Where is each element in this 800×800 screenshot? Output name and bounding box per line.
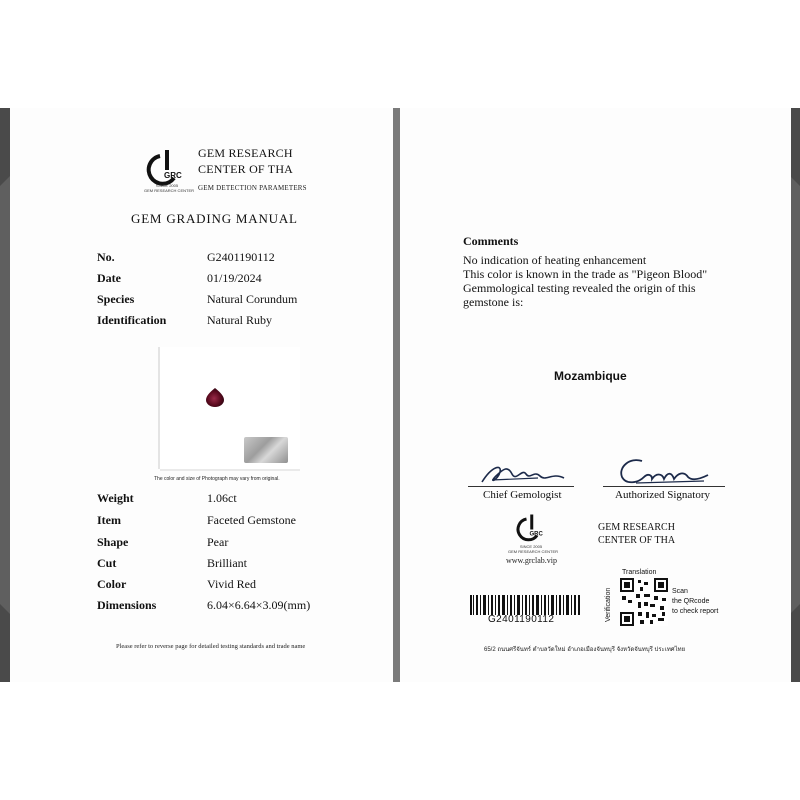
detail-value-shape: Pear: [207, 535, 229, 549]
authorized-signature-line: [603, 486, 725, 487]
ruby-gem-icon: [205, 387, 225, 407]
hologram-seal-icon: [244, 437, 288, 463]
website-link[interactable]: www.grclab.vip: [506, 556, 558, 565]
footer-note: Please refer to reverse page for detailed testing standards and trade name: [116, 643, 306, 650]
qr-code-icon[interactable]: [620, 578, 668, 626]
field-value-number: G2401190112: [207, 250, 275, 264]
detail-label-item: Item: [97, 513, 121, 527]
lab-name-small-line2: CENTER OF THA: [598, 535, 676, 546]
lab-address: 65/2 ถนนศรีจันทร์ ตำบลวัดใหม่ อำเภอเมืองจันทบุรี จังหวัดจันทบุรี ประเทศไทย: [484, 647, 686, 653]
qr-scan-line3: to check report: [672, 608, 719, 615]
detail-label-cut: Cut: [97, 556, 117, 570]
logo-small-center-name: GEM RESEARCH CENTER: [508, 549, 559, 554]
logo-text: GRC: [164, 171, 182, 180]
field-label-number: No.: [97, 250, 115, 264]
barcode-number: G2401190112: [488, 614, 555, 625]
folder-spine: [393, 108, 400, 682]
field-value-species: Natural Corundum: [207, 292, 298, 306]
report-right-page: [400, 108, 791, 682]
verification-label: Verification: [605, 587, 612, 622]
field-label-identification: Identification: [97, 313, 167, 327]
logo-small-text: GRC: [529, 531, 543, 538]
comments-title: Comments: [463, 234, 519, 248]
lab-name-small-line1: GEM RESEARCH: [598, 522, 675, 533]
comment-line-1: No indication of heating enhancement: [463, 253, 647, 267]
field-label-species: Species: [97, 292, 135, 306]
gem-photo: [160, 347, 300, 469]
field-value-date: 01/19/2024: [207, 271, 262, 285]
lab-name-line2: CENTER OF THA: [198, 162, 294, 176]
chief-signature-icon: [478, 458, 568, 493]
detail-label-color: Color: [97, 577, 127, 591]
detail-value-item: Faceted Gemstone: [207, 513, 296, 527]
detail-value-weight: 1.06ct: [207, 491, 237, 505]
origin-value: Mozambique: [554, 369, 627, 383]
detail-value-cut: Brilliant: [207, 556, 247, 570]
authorized-signatory-label: Authorized Signatory: [615, 489, 711, 501]
lab-name-line1: GEM RESEARCH: [198, 146, 293, 160]
field-value-identification: Natural Ruby: [207, 313, 272, 327]
barcode-icon: [470, 595, 580, 615]
logo-small-since: SINCE 2005: [519, 544, 543, 549]
comment-line-4: gemstone is:: [463, 295, 524, 309]
detail-label-weight: Weight: [97, 491, 134, 505]
comment-line-3: Gemmological testing revealed the origin of this: [463, 281, 696, 295]
lab-tagline: GEM DETECTION PARAMETERS: [198, 184, 307, 192]
logo-since: SINCE 2005: [155, 183, 179, 188]
detail-value-dimensions: 6.04×6.64×3.09(mm): [207, 598, 311, 612]
grc-logo-small-icon: [516, 513, 546, 543]
comment-line-2: This color is known in the trade as "Pigeon Blood": [463, 267, 708, 281]
photo-note: The color and size of Photograph may vary from original.: [154, 476, 280, 482]
field-label-date: Date: [97, 271, 121, 285]
detail-label-shape: Shape: [97, 535, 129, 549]
detail-label-dimensions: Dimensions: [97, 598, 157, 612]
chief-gemologist-label: Chief Gemologist: [483, 489, 562, 501]
report-title: GEM GRADING MANUAL: [131, 211, 298, 226]
qr-scan-line1: Scan: [672, 588, 688, 595]
qr-scan-line2: the QRcode: [672, 598, 710, 605]
translation-label: Translation: [622, 569, 657, 576]
logo-center-name: GEM RESEARCH CENTER: [144, 188, 195, 193]
detail-value-color: Vivid Red: [207, 577, 256, 591]
chief-signature-line: [468, 486, 574, 487]
grc-logo-icon: [146, 148, 186, 188]
